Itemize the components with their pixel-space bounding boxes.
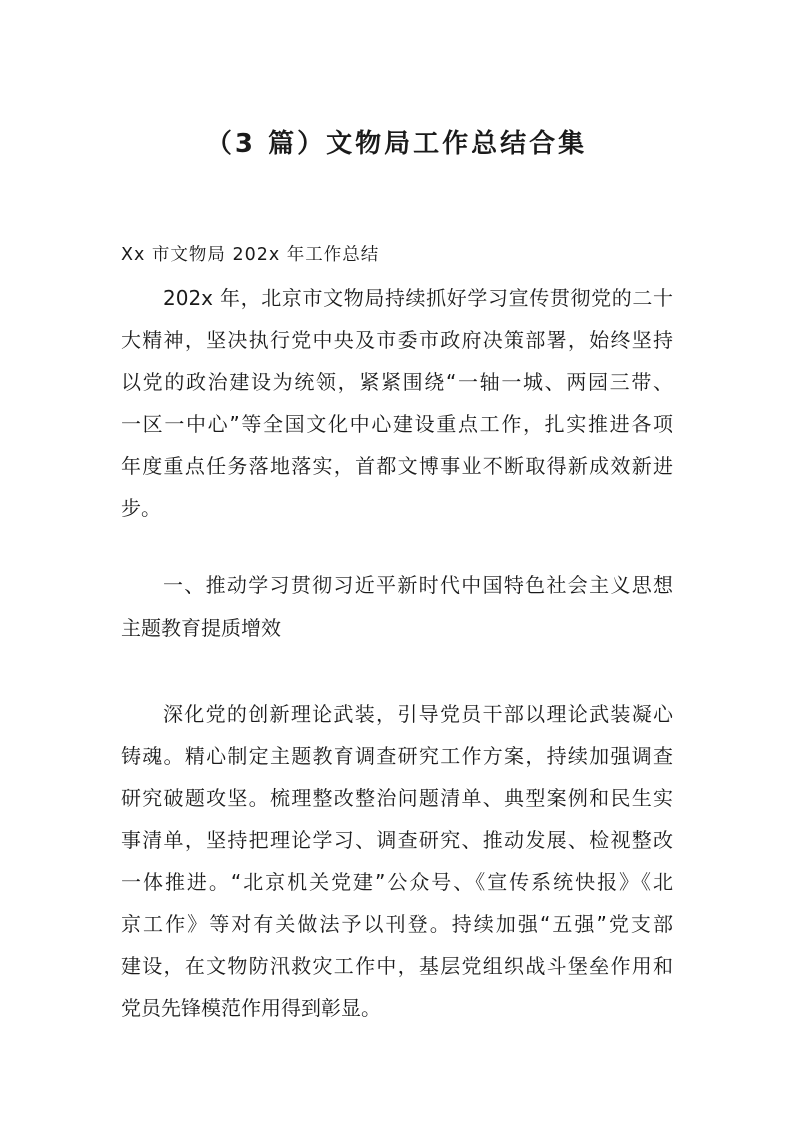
document-subtitle: Xx 市文物局 202x 年工作总结	[121, 245, 380, 265]
paragraph-line: 党员先锋模范作用得到彰显。	[121, 996, 381, 1020]
paragraph-line: 研究破题攻坚。梳理整改整治问题清单、典型案例和民生实	[121, 786, 673, 810]
paragraph-line: 年度重点任务落地落实，首都文博事业不断取得新成效新进	[121, 454, 673, 478]
paragraph-line: 以党的政治建设为统领，紧紧围绕“一轴一城、两园三带、	[121, 370, 673, 394]
paragraph-line: 大精神，坚决执行党中央及市委市政府决策部署，始终坚持	[121, 328, 673, 352]
heading-line: 一、推动学习贯彻习近平新时代中国特色社会主义思想	[163, 573, 673, 597]
paragraph-line: 深化党的创新理论武装，引导党员干部以理论武装凝心	[163, 702, 673, 726]
paragraph-line: 一体推进。“北京机关党建”公众号、《宣传系统快报》《北	[121, 870, 673, 894]
document-title: （3 篇）文物局工作总结合集	[205, 129, 588, 159]
paragraph-line: 一区一中心”等全国文化中心建设重点工作，扎实推进各项	[121, 412, 673, 436]
paragraph-line: 步。	[121, 496, 161, 520]
paragraph-line: 建设，在文物防汛救灾工作中，基层党组织战斗堡垒作用和	[121, 954, 673, 978]
paragraph-line: 铸魂。精心制定主题教育调查研究工作方案，持续加强调查	[121, 744, 673, 768]
paragraph-line: 202x 年，北京市文物局持续抓好学习宣传贯彻党的二十	[163, 286, 673, 310]
paragraph-line: 事清单，坚持把理论学习、调查研究、推动发展、检视整改	[121, 828, 673, 852]
paragraph-line: 京工作》等对有关做法予以刊登。持续加强“五强”党支部	[121, 912, 673, 936]
heading-line: 主题教育提质增效	[121, 616, 281, 640]
